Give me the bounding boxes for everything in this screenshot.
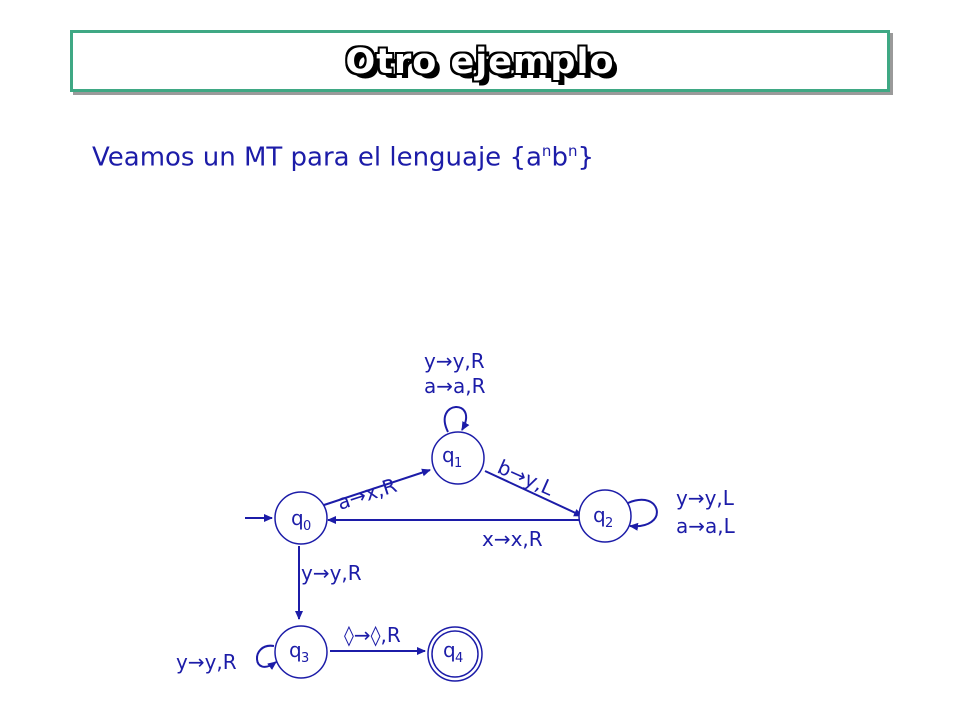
state-q3-label: q bbox=[289, 638, 302, 662]
subtitle-sup-2: n bbox=[567, 142, 578, 160]
state-q2 bbox=[579, 490, 631, 542]
state-q2-sub: 2 bbox=[605, 516, 614, 531]
subtitle-text: Veamos un MT para el lenguaje {a bbox=[92, 142, 542, 173]
state-q4-label: q bbox=[443, 638, 456, 662]
loop-q3 bbox=[257, 646, 276, 667]
label-q3-q4: ◊→◊,R bbox=[344, 623, 401, 647]
state-q3 bbox=[275, 626, 327, 678]
label-q2-loop-1: y→y,L bbox=[676, 486, 734, 510]
label-q1-loop-1: y→y,R bbox=[424, 349, 485, 373]
label-q0-q1: a→x,R bbox=[334, 473, 400, 515]
state-q3-sub: 3 bbox=[301, 651, 310, 666]
state-q2-label: q bbox=[593, 503, 606, 527]
label-q2-loop-2: a→a,L bbox=[676, 514, 735, 538]
loop-q1 bbox=[445, 407, 466, 432]
label-q2-q0: x→x,R bbox=[482, 527, 543, 551]
state-q4 bbox=[428, 627, 482, 681]
state-q0-label: q bbox=[291, 506, 304, 530]
label-q1-q2: b→y,L bbox=[493, 454, 558, 501]
state-q1 bbox=[432, 432, 484, 484]
state-q0-sub: 0 bbox=[303, 519, 312, 534]
slide-title: Otro ejemplo bbox=[345, 42, 615, 82]
state-q4-sub: 4 bbox=[455, 651, 464, 666]
label-q3-loop: y→y,R bbox=[176, 650, 237, 674]
subtitle-end: } bbox=[577, 142, 595, 173]
label-q0-q3: y→y,R bbox=[301, 561, 362, 585]
state-q1-sub: 1 bbox=[454, 456, 463, 471]
state-q0 bbox=[275, 492, 327, 544]
subtitle-sup-1: n bbox=[541, 142, 552, 160]
loop-q2 bbox=[628, 500, 657, 527]
subtitle-mid: b bbox=[551, 142, 568, 173]
label-q1-loop-2: a→a,R bbox=[424, 374, 486, 398]
state-q1-label: q bbox=[442, 443, 455, 467]
